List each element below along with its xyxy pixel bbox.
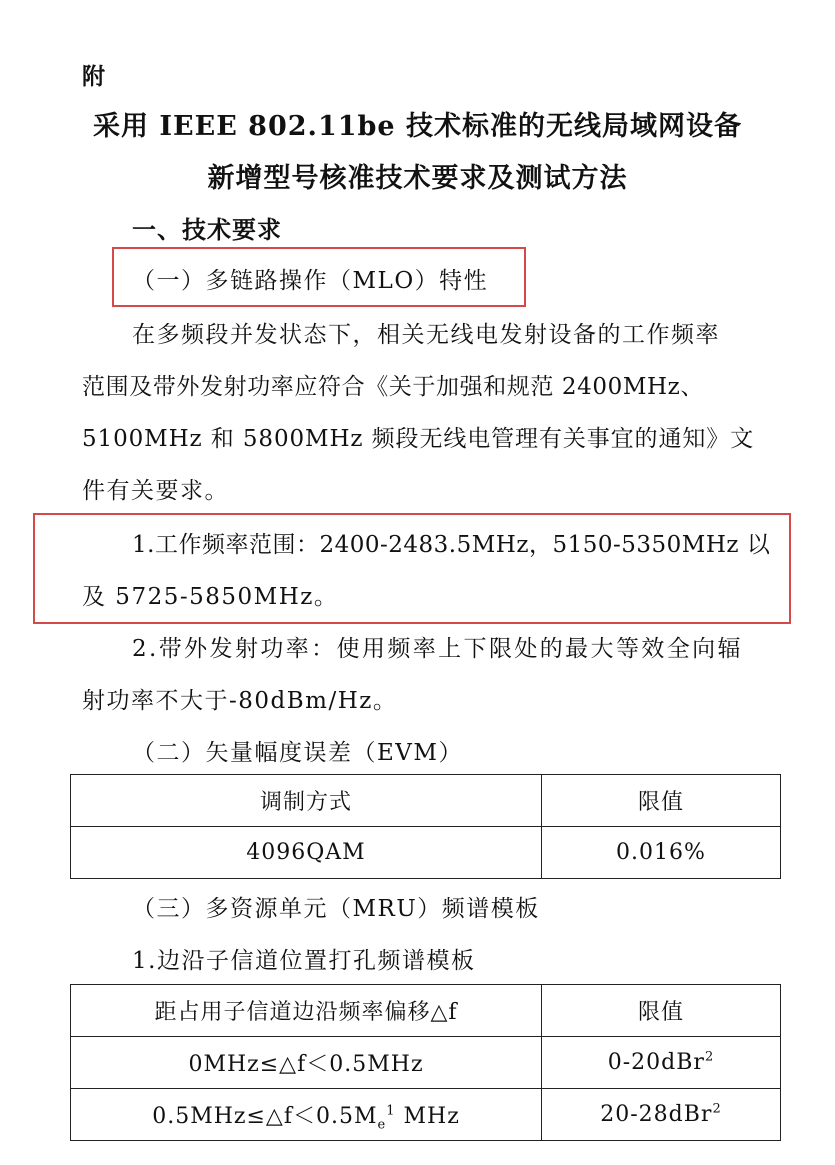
limit-value: 0-20dBr (607, 1050, 705, 1075)
offset-range: 0MHz≤△f＜0.5MHz (188, 1052, 424, 1077)
table-header-cell: 限值 (542, 775, 781, 827)
paragraph-line: 在多频段并发状态下，相关无线电发射设备的工作频率 (132, 322, 720, 348)
section-heading-technical-requirements: 一、技术要求 (132, 215, 282, 244)
table-row (71, 827, 781, 879)
footnote-marker: 1 (386, 1103, 396, 1119)
table-header-cell: 限值 (542, 985, 781, 1037)
offset-range: 0.5MHz≤△f＜0.5M (152, 1104, 378, 1129)
table-cell (542, 1037, 781, 1089)
subsection-heading-mru: （三）多资源单元（MRU）频谱模板 (132, 896, 540, 922)
footnote-marker: 2 (704, 1049, 715, 1065)
frequency-range-line2: 及 5725-5850MHz。 (82, 584, 339, 610)
offset-unit: MHz (395, 1104, 460, 1129)
table-header-cell: 距占用子信道边沿频率偏移△f (71, 985, 542, 1037)
paragraph-line: 范围及带外发射功率应符合《关于加强和规范 2400MHz、 (82, 374, 704, 400)
document-title-line1: 采用 IEEE 802.11be 技术标准的无线局域网设备 (93, 111, 742, 142)
subscript: e (377, 1117, 387, 1133)
table-row (71, 1089, 781, 1141)
subsection-heading-evm: （二）矢量幅度误差（EVM） (132, 740, 463, 766)
table-header-cell: 调制方式 (71, 775, 542, 827)
paragraph-line: 5100MHz 和 5800MHz 频段无线电管理有关事宜的通知》文 (82, 426, 755, 452)
table-header-row (71, 775, 781, 827)
table-cell (542, 1089, 781, 1141)
table-row (71, 1037, 781, 1089)
frequency-range-line1: 1.工作频率范围：2400-2483.5MHz，5150-5350MHz 以 (132, 532, 771, 558)
oob-power-line2: 射功率不大于-80dBm/Hz。 (82, 688, 398, 714)
document-title-line2: 新增型号核准技术要求及测试方法 (207, 163, 628, 194)
table-cell (71, 1037, 542, 1089)
oob-power-line1: 2.带外发射功率：使用频率上下限处的最大等效全向辐 (132, 636, 743, 662)
table-cell (71, 1089, 542, 1141)
limit-value: 20-28dBr (600, 1102, 713, 1127)
footnote-marker: 2 (712, 1101, 722, 1117)
evm-table (70, 774, 781, 879)
table-cell: 4096QAM (71, 827, 542, 879)
spectrum-mask-table (70, 984, 781, 1141)
table-cell: 0.016% (542, 827, 781, 879)
subsection-heading-mlo: （一）多链路操作（MLO）特性 (132, 268, 489, 294)
attachment-label: 附 (82, 63, 105, 90)
paragraph-line: 件有关要求。 (82, 478, 229, 504)
table-header-row (71, 985, 781, 1037)
mru-subheading-edge-puncturing: 1.边沿子信道位置打孔频谱模板 (132, 948, 476, 974)
